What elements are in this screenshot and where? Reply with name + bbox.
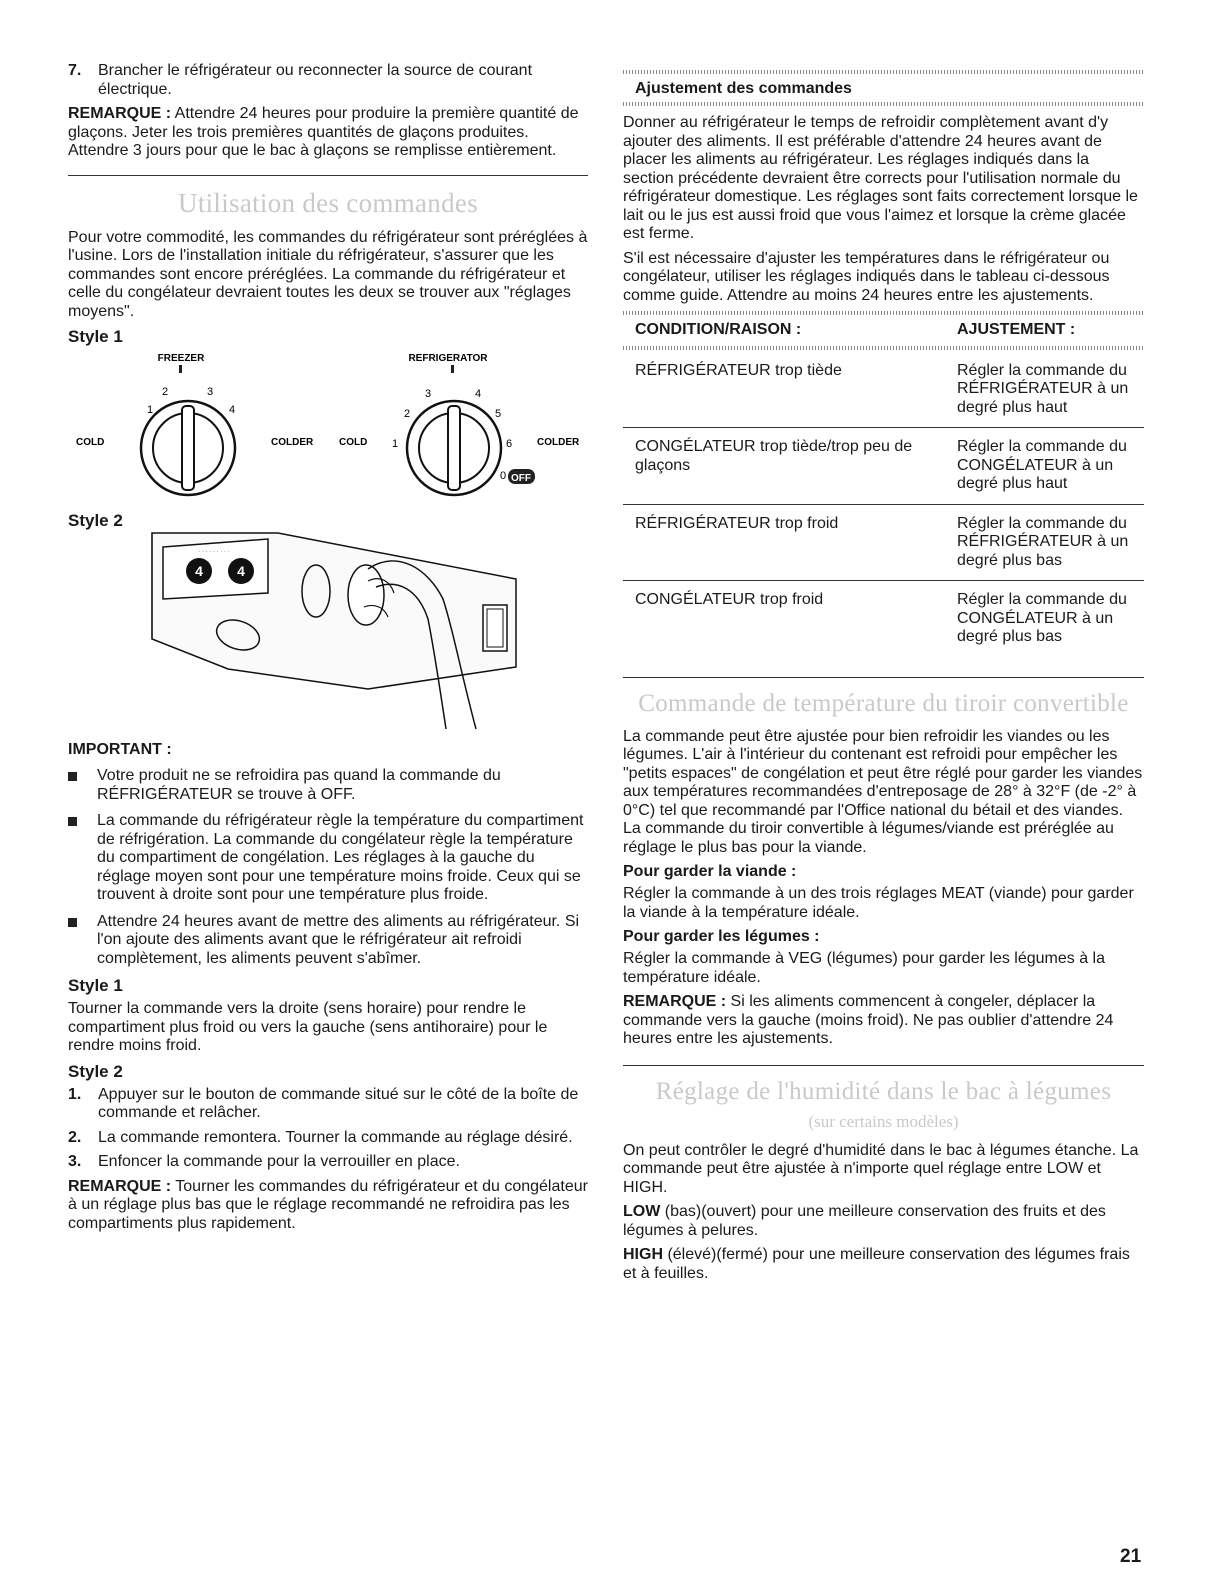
refrigerator-tick: 5 (495, 408, 502, 420)
adjust-paragraph: S'il est nécessaire d'ajuster les températures dans le réfrigérateur ou congélateur, utiliser les réglages indiqués dans le tableau ci-dessous comme guide. Attendre au moins 24 heures entre les ajustements. (623, 249, 1110, 304)
table-row (623, 504, 1144, 581)
refrigerator-tick: 0 (500, 470, 507, 482)
humidity-paragraph: On peut contrôler le degré d'humidité dans le bac à légumes étanche. La commande peut être ajustée à n'importe quel réglage entre LOW et HIGH. (623, 1141, 1139, 1196)
dotted-rule (623, 311, 1144, 315)
condition-cell: CONGÉLATEUR trop froid (635, 591, 824, 608)
refrigerator-colder-label: COLDER (537, 437, 580, 448)
bullet-square-icon (68, 772, 77, 781)
note-label: REMARQUE : (68, 105, 172, 122)
right-column (623, 68, 1144, 1289)
step-text: La commande remontera. Tourner la commande au réglage désiré. (98, 1128, 573, 1146)
section-divider (623, 677, 1144, 678)
important-list (68, 767, 588, 968)
step-number: 7. (68, 62, 82, 79)
intro-paragraph: Pour votre commodité, les commandes du réfrigérateur sont préréglées à l'usine. Lors de l'installation initiale du réfrigérateur, s'assurer que les commandes sont encore préréglées. La commande du réfrigérateur et celle du congélateur devraient toutes les deux se trouver aux "réglages moyens". (68, 228, 588, 320)
drawer-note (623, 993, 1144, 1049)
svg-text:· · · · · · · · ·: · · · · · · · · · (198, 549, 230, 555)
table-row (623, 428, 1144, 505)
step-number: 2. (68, 1128, 82, 1146)
dotted-rule (623, 346, 1144, 350)
step-text: Brancher le réfrigérateur ou reconnecter la source de courant électrique. (98, 62, 533, 98)
step-number: 3. (68, 1153, 82, 1170)
adjust-cell: Régler la commande du CONGÉLATEUR à un degré plus haut (945, 428, 1144, 505)
style2-instructions-heading: Style 2 (68, 1061, 123, 1081)
refrigerator-tick: 3 (425, 388, 432, 400)
table-header-condition: CONDITION/RAISON : (635, 321, 802, 338)
freezer-tick: 2 (162, 386, 169, 398)
bullet-text: Votre produit ne se refroidira pas quand la commande du RÉFRIGÉRATEUR se trouve à OFF. (97, 767, 501, 803)
refrigerator-digit: 4 (237, 563, 245, 579)
condition-cell: RÉFRIGÉRATEUR trop tiède (623, 352, 945, 428)
drawer-paragraph: La commande peut être ajustée pour bien refroidir les viandes ou les légumes. L'air à l'intérieur du contenant est refroidi pour empêcher les "petits espaces" de congélation et peut être réglé pour garder les viandes aux températures recommandées d'entreposage de 28° à 32°F (de -2° à 0°C) tel que recommandé par l'Office national du bétail et des viandes. La commande du tiroir convertible à légumes/viande est préréglée au réglage le plus bas pour la viande. (623, 727, 1143, 856)
control-box-illustration (68, 509, 588, 735)
step-7 (68, 62, 588, 99)
table-row (623, 581, 1144, 657)
low-label: LOW (623, 1203, 661, 1220)
step-item (68, 1086, 588, 1123)
adjustment-table (623, 317, 1144, 657)
veg-text: Régler la commande à VEG (légumes) pour garder les légumes à la température idéale. (623, 950, 1106, 986)
refrigerator-tick: 1 (392, 438, 399, 450)
style2-control-figure (68, 509, 588, 735)
style1-dials-figure (68, 351, 588, 511)
step-text: Enfoncer la commande pour la verrouiller en place. (98, 1153, 460, 1170)
high-setting (623, 1246, 1144, 1283)
list-item (68, 767, 588, 804)
page-number: 21 (1120, 1546, 1142, 1567)
condition-cell: CONGÉLATEUR trop tiède/trop peu de glaçons (623, 428, 945, 505)
dotted-rule (623, 70, 1144, 74)
style1-heading: Style 1 (68, 327, 123, 346)
note-label: REMARQUE : (623, 993, 727, 1010)
condition-cell: RÉFRIGÉRATEUR trop froid (623, 504, 945, 581)
style1-instructions: Tourner la commande vers la droite (sens horaire) pour rendre le compartiment plus froid ou vers la gauche (sens antihoraire) pour le rendre moins froid. (68, 1000, 548, 1054)
high-label: HIGH (623, 1246, 663, 1263)
note-paragraph (68, 1178, 588, 1234)
bullet-square-icon (68, 817, 77, 826)
humidity-subtitle: (sur certains modèles) (808, 1111, 959, 1131)
refrigerator-tick: 2 (404, 408, 411, 420)
section-divider (623, 1065, 1144, 1066)
step-item (68, 1153, 588, 1172)
adjust-heading: Ajustement des commandes (635, 80, 852, 97)
high-text: (élevé)(fermé) pour une meilleure conservation des légumes frais et à feuilles. (623, 1246, 1130, 1282)
meat-text: Régler la commande à un des trois réglages MEAT (viande) pour garder la viande à la température idéale. (623, 885, 1134, 921)
note-text: Tourner les commandes du réfrigérateur et du congélateur à un réglage plus bas que le réglage recommandé ne refroidira pas les compartiments plus rapidement. (68, 1177, 588, 1232)
section-divider (68, 175, 588, 176)
dotted-rule (623, 102, 1144, 106)
table-row (623, 352, 1144, 428)
refrigerator-dial-title: REFRIGERATOR (408, 353, 488, 364)
low-setting (623, 1203, 1144, 1240)
freezer-tick: 1 (147, 404, 154, 416)
table-header-adjustment: AJUSTEMENT : (957, 321, 1076, 338)
drawer-section-title: Commande de température du tiroir convertible (638, 689, 1129, 717)
step-item (68, 1129, 588, 1148)
freezer-tick: 4 (229, 404, 236, 416)
refrigerator-tick: 4 (475, 388, 482, 400)
note-text: Attendre 24 heures pour produire la première quantité de glaçons. Jeter les trois premières quantités de glaçons produites. Attendre 3 jours pour que le bac à glaçons se remplisse entièrement. (68, 105, 579, 159)
refrigerator-off-badge: OFF (511, 473, 531, 484)
refrigerator-cold-label: COLD (339, 437, 368, 448)
list-item (68, 812, 588, 905)
step-number: 1. (68, 1085, 82, 1103)
important-heading: IMPORTANT : (68, 741, 172, 758)
style2-heading: Style 2 (68, 511, 123, 530)
low-text: (bas)(ouvert) pour une meilleure conservation des fruits et des légumes à pelures. (623, 1203, 1106, 1239)
note-text: Si les aliments commencent à congeler, déplacer la commande vers la gauche (moins froid). Ne pas oublier d'attendre 24 heures entre les ajustements. (623, 993, 1114, 1047)
left-column (68, 62, 588, 1239)
adjust-cell: Régler la commande du CONGÉLATEUR à un degré plus bas (957, 591, 1127, 645)
dials-illustration (68, 351, 588, 511)
bullet-square-icon (68, 918, 77, 927)
note-paragraph (68, 105, 588, 161)
humidity-section-title: Réglage de l'humidité dans le bac à légumes (655, 1077, 1112, 1105)
freezer-colder-label: COLDER (271, 437, 314, 448)
section-title: Utilisation des commandes (178, 187, 478, 218)
freezer-digit: 4 (195, 563, 203, 579)
freezer-tick: 3 (207, 386, 214, 398)
adjust-cell: Régler la commande du RÉFRIGÉRATEUR à un degré plus bas (945, 504, 1144, 581)
adjust-cell: Régler la commande du RÉFRIGÉRATEUR à un degré plus haut (945, 352, 1144, 428)
step-text: Appuyer sur le bouton de commande situé sur le côté de la boîte de commande et relâcher. (98, 1085, 579, 1121)
bullet-text: La commande du réfrigérateur règle la température du compartiment de réfrigération. La commande du congélateur règle la température du compartiment de congélation. Les réglages à la gauche du réglage moyen sont pour une température moins froide. Ceux qui se trouvent à droite sont pour une température plus froide. (97, 812, 584, 903)
adjust-paragraph: Donner au réfrigérateur le temps de refroidir complètement avant d'y ajouter des aliments. Il est préférable d'attendre 24 heures avant de placer les aliments au réfrigérateur. Les réglages indiqués dans la section précédente devraient être corrects pour l'utilisation normale du réfrigérateur domestique. Les réglages sont faits correctement lorsque le lait ou le jus est aussi froid que vous l'aimez et lorsque la crème glacée est ferme. (623, 114, 1138, 242)
bullet-text: Attendre 24 heures avant de mettre des aliments au réfrigérateur. Si l'on ajoute des aliments avant que le réfrigérateur ait refroidi complètement, les aliments peuvent s'abîmer. (97, 912, 580, 967)
meat-heading: Pour garder la viande : (623, 863, 797, 880)
veg-heading: Pour garder les légumes : (623, 928, 820, 945)
style1-instructions-heading: Style 1 (68, 976, 123, 995)
freezer-dial-title: FREEZER (157, 353, 205, 364)
list-item (68, 913, 588, 969)
freezer-cold-label: COLD (76, 437, 105, 448)
note-label: REMARQUE : (68, 1177, 172, 1195)
refrigerator-tick: 6 (506, 438, 513, 450)
